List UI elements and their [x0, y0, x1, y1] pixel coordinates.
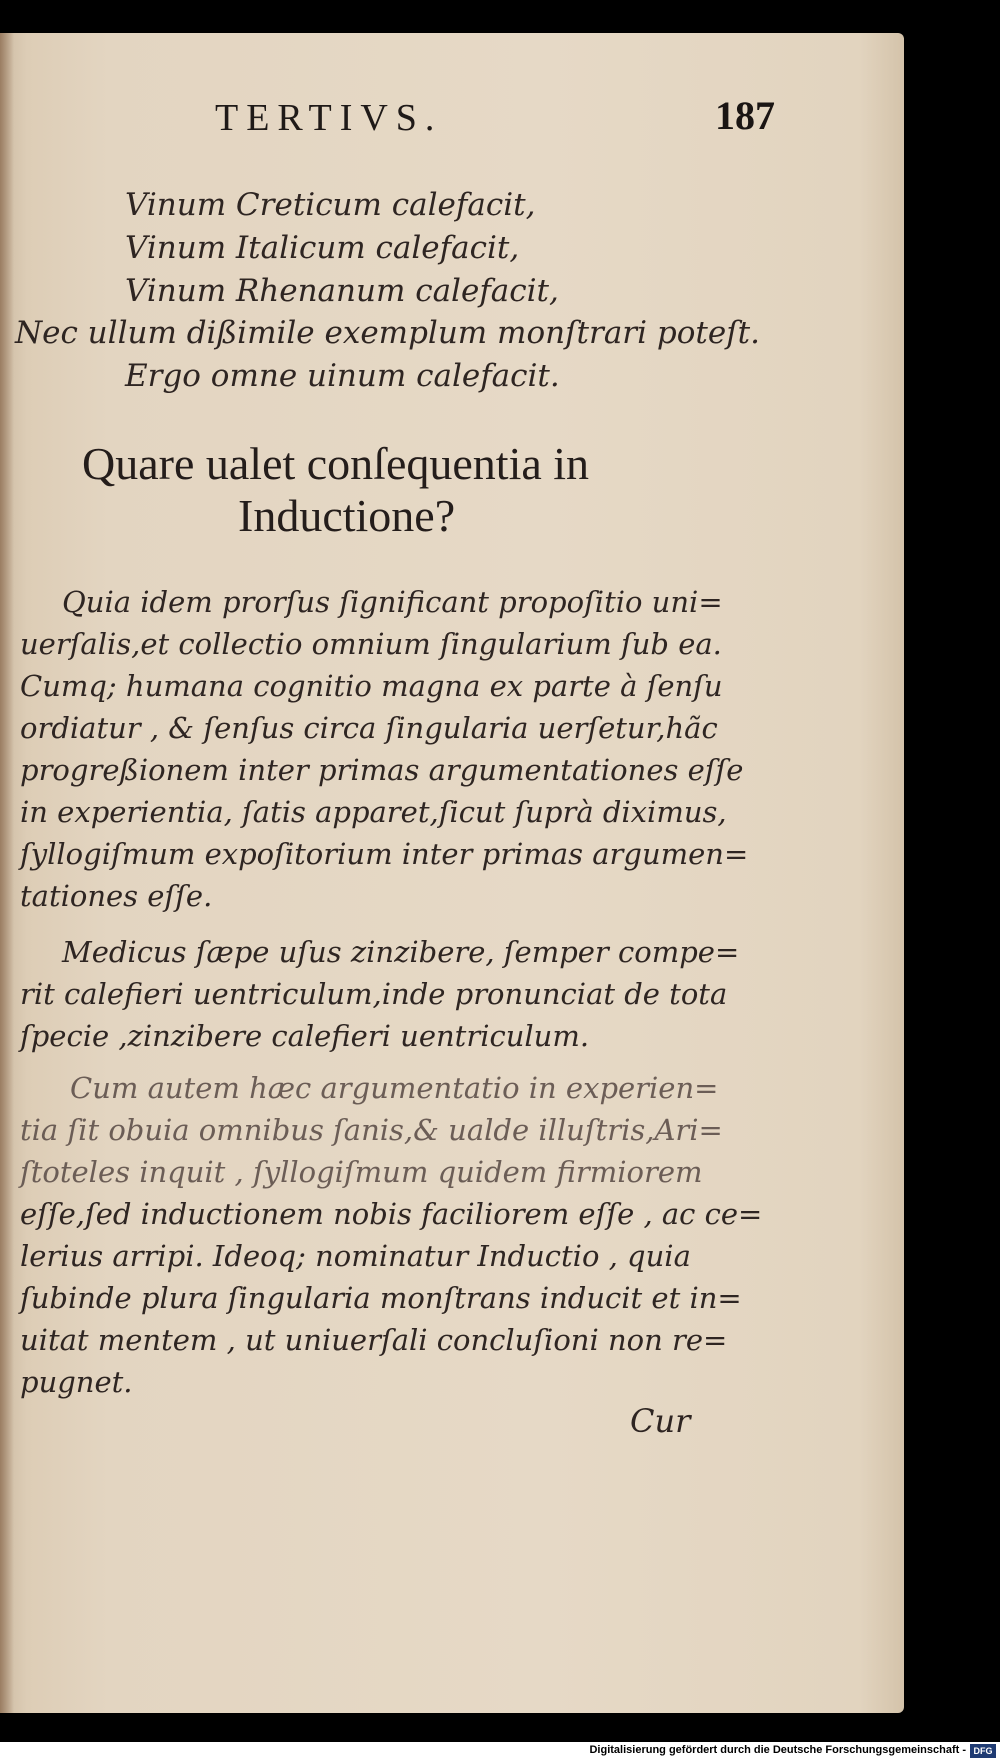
text-line: uerſalis,et collectio omnium ſingularium ſub ea.: [20, 627, 722, 661]
page-header: [0, 93, 904, 146]
text-line: Cumq; humana cognitio magna ex parte à ſenſu: [20, 669, 723, 703]
text-line: progreßionem inter primas argumentationes eſſe: [20, 753, 744, 787]
heading-line: Quare ualet conſequentia in: [82, 438, 590, 489]
verse-line: Vinum Rhenanum calefacit,: [125, 273, 559, 309]
text-line: lerius arripi. Ideoq; nominatur Inductio , quia: [20, 1239, 691, 1273]
page-number: 187: [715, 93, 775, 138]
catchword: Cur: [630, 1402, 691, 1440]
dfg-logo: DFG: [970, 1744, 996, 1758]
text-line: uitat mentem , ut uniuerſali concluſioni non re=: [20, 1323, 728, 1357]
text-line: pugnet.: [20, 1365, 133, 1399]
verse-line: Vinum Italicum calefacit,: [125, 230, 520, 266]
heading-line: Inductione?: [238, 490, 456, 541]
text-line: ſtoteles inquit , ſyllogiſmum quidem firmiorem: [20, 1155, 703, 1189]
text-line: tationes eſſe.: [20, 879, 213, 913]
funding-credit: Digitalisierung gefördert durch die Deutsche Forschungsgemeinschaft -: [589, 1744, 966, 1756]
text-line: ſpecie ,zinzibere calefieri uentriculum.: [20, 1019, 590, 1053]
verse-line: Nec ullum dißimile exemplum monſtrari poteſt.: [15, 315, 760, 351]
text-line: eſſe,ſed inductionem nobis faciliorem eſſe , ac ce=: [20, 1197, 763, 1231]
text-line: in experientia, ſatis apparet,ſicut ſuprà diximus,: [20, 795, 727, 829]
text-line: ſubinde plura ſingularia monſtrans inducit et in=: [20, 1281, 742, 1315]
footer-bar: [0, 1742, 1000, 1761]
running-title: TERTIVS.: [215, 97, 443, 139]
verse-line: Ergo omne uinum calefacit.: [125, 358, 560, 394]
text-line: rit calefieri uentriculum,inde pronunciat de tota: [20, 977, 728, 1011]
text-line: Quia idem prorſus ſignificant propoſitio uni=: [62, 585, 723, 619]
verse-line: Vinum Creticum calefacit,: [125, 187, 536, 223]
text-line: Cum autem hæc argumentatio in experien=: [70, 1071, 719, 1105]
text-line: ſyllogiſmum expoſitorium inter primas argumen=: [20, 837, 749, 871]
text-line: Medicus ſæpe uſus zinzibere, ſemper compe=: [62, 935, 740, 969]
text-line: tia ſit obuia omnibus ſanis,& ualde illuſtris,Ari=: [20, 1113, 723, 1147]
text-line: ordiatur , & ſenſus circa ſingularia uerſetur,hãc: [20, 711, 718, 745]
